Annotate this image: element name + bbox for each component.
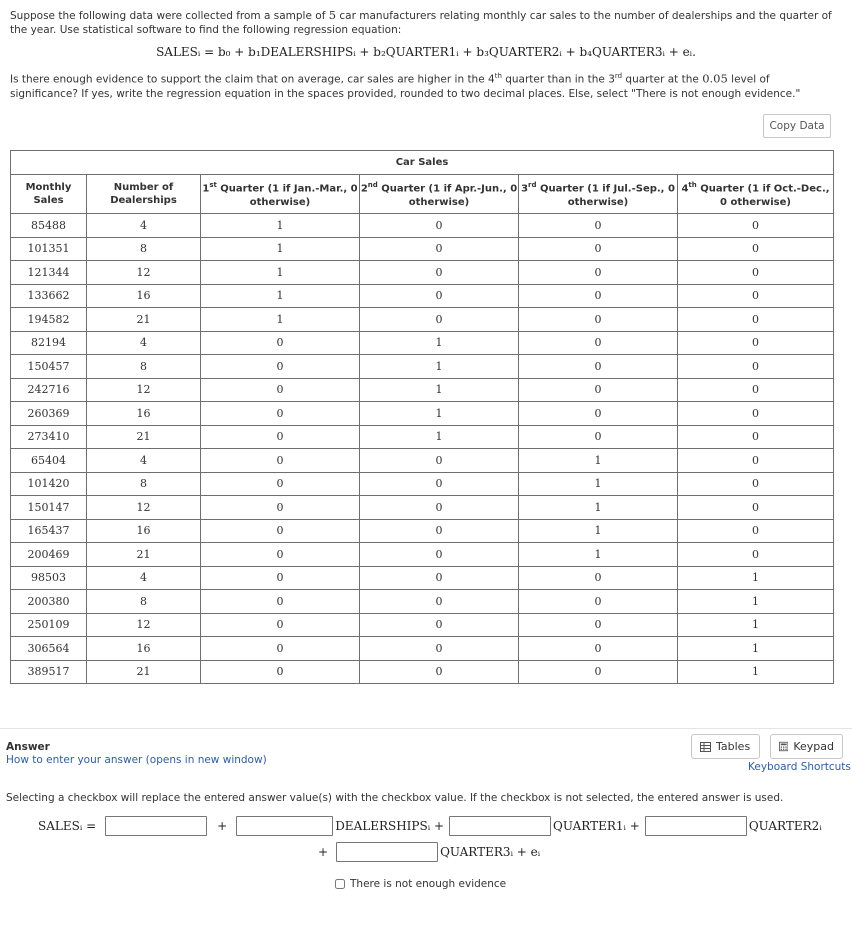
table-row (11, 472, 834, 496)
table-cell: 12 (87, 496, 201, 520)
table-cell: 16 (87, 284, 201, 308)
table-cell: 0 (201, 660, 360, 684)
table-cell: 250109 (11, 613, 87, 637)
not-enough-evidence-label[interactable]: There is not enough evidence (350, 878, 507, 890)
table-cell: 0 (519, 237, 678, 261)
table-cell: 1 (519, 496, 678, 520)
table-cell: 194582 (11, 308, 87, 332)
table-cell: 1 (678, 613, 834, 637)
table-cell: 1 (360, 378, 519, 402)
table-cell: 0 (678, 261, 834, 285)
table-row (11, 425, 834, 449)
checkbox-note: Selecting a checkbox will replace the entered answer value(s) with the checkbox value. If the checkbox is not selected, the entered answer is used. (6, 792, 784, 804)
table-cell: 200469 (11, 543, 87, 567)
copy-data-button[interactable]: Copy Data (763, 114, 831, 138)
table-cell: 4 (87, 331, 201, 355)
table-cell: 0 (678, 331, 834, 355)
keypad-icon (779, 741, 788, 752)
quarter3-term: QUARTER3ᵢ + eᵢ (440, 845, 541, 859)
table-cell: 0 (519, 590, 678, 614)
tables-button[interactable] (691, 734, 760, 759)
table-cell: 1 (201, 214, 360, 238)
table-cell: 21 (87, 425, 201, 449)
table-cell: 0 (678, 543, 834, 567)
table-cell: 0 (678, 472, 834, 496)
answer-equation-row-1 (38, 816, 822, 836)
table-cell: 85488 (11, 214, 87, 238)
table-cell: 8 (87, 590, 201, 614)
table-row (11, 261, 834, 285)
table-cell: 0 (360, 519, 519, 543)
table-cell: 0 (201, 472, 360, 496)
table-cell: 0 (360, 613, 519, 637)
table-group-header-row (11, 151, 834, 175)
table-cell: 165437 (11, 519, 87, 543)
table-cell: 16 (87, 402, 201, 426)
table-cell: 1 (519, 519, 678, 543)
table-cell: 0 (201, 425, 360, 449)
keyboard-shortcuts-link[interactable]: Keyboard Shortcuts (748, 761, 851, 773)
table-cell: 12 (87, 613, 201, 637)
table-cell: 1 (519, 449, 678, 473)
table-cell: 121344 (11, 261, 87, 285)
dealerships-term: DEALERSHIPSᵢ + (335, 819, 445, 833)
table-cell: 0 (678, 496, 834, 520)
sample-size: 5 (328, 8, 337, 22)
table-cell: 0 (360, 543, 519, 567)
tables-label: Tables (716, 740, 751, 753)
table-row (11, 566, 834, 590)
table-cell: 0 (201, 637, 360, 661)
table-cell: 260369 (11, 402, 87, 426)
table-cell: 0 (519, 566, 678, 590)
ordinal-sup: th (494, 72, 502, 80)
table-cell: 21 (87, 308, 201, 332)
b0-input[interactable] (105, 816, 207, 836)
section-divider (0, 728, 852, 729)
table-row (11, 214, 834, 238)
group-header: Car Sales (11, 151, 834, 175)
table-row (11, 284, 834, 308)
table-cell: 306564 (11, 637, 87, 661)
table-cell: 1 (519, 543, 678, 567)
question-text (10, 69, 840, 101)
plus-sign: + (318, 845, 329, 859)
table-cell: 8 (87, 237, 201, 261)
column-header: 4th Quarter (1 if Oct.-Dec., 0 otherwise) (678, 175, 834, 214)
table-cell: 1 (360, 402, 519, 426)
table-cell: 0 (360, 472, 519, 496)
column-header: 2nd Quarter (1 if Apr.-Jun., 0 otherwise) (360, 175, 519, 214)
table-cell: 0 (360, 637, 519, 661)
table-row (11, 449, 834, 473)
table-row (11, 519, 834, 543)
table-cell: 0 (519, 331, 678, 355)
table-cell: 1 (360, 331, 519, 355)
table-cell: 65404 (11, 449, 87, 473)
table-cell: 0 (678, 378, 834, 402)
table-cell: 0 (201, 496, 360, 520)
answer-equation-row-2 (318, 842, 540, 862)
table-cell: 0 (519, 355, 678, 379)
column-header: 1st Quarter (1 if Jan.-Mar., 0 otherwise) (201, 175, 360, 214)
question-part: quarter at the (622, 73, 703, 86)
table-cell: 0 (678, 237, 834, 261)
table-cell: 4 (87, 449, 201, 473)
table-cell: 98503 (11, 566, 87, 590)
table-cell: 200380 (11, 590, 87, 614)
table-cell: 0 (360, 261, 519, 285)
table-cell: 4 (87, 566, 201, 590)
table-cell: 0 (360, 449, 519, 473)
intro-part: Suppose the following data were collected from a sample of (10, 10, 329, 22)
table-cell: 12 (87, 378, 201, 402)
table-cell: 1 (678, 566, 834, 590)
table-cell: 0 (678, 214, 834, 238)
b4-input[interactable] (336, 842, 438, 862)
table-cell: 101351 (11, 237, 87, 261)
table-row (11, 378, 834, 402)
table-cell: 0 (678, 519, 834, 543)
table-cell: 0 (678, 449, 834, 473)
column-header: Number of Dealerships (87, 175, 201, 214)
table-cell: 1 (201, 237, 360, 261)
answer-label: Answer (6, 741, 50, 753)
table-cell: 0 (519, 613, 678, 637)
column-header: 3rd Quarter (1 if Jul.-Sep., 0 otherwise) (519, 175, 678, 214)
table-cell: 1 (678, 637, 834, 661)
not-enough-evidence-option[interactable] (335, 878, 506, 890)
table-cell: 0 (360, 214, 519, 238)
b3-input[interactable] (645, 816, 747, 836)
data-table (10, 150, 834, 684)
table-cell: 0 (519, 425, 678, 449)
table-cell: 16 (87, 519, 201, 543)
table-cell: 1 (201, 284, 360, 308)
table-icon (700, 742, 711, 752)
table-cell: 21 (87, 660, 201, 684)
table-cell: 0 (201, 331, 360, 355)
question-part: quarter than in the 3 (501, 73, 615, 86)
table-row (11, 637, 834, 661)
plus-sign: + (217, 819, 228, 833)
table-cell: 21 (87, 543, 201, 567)
question-part: Is there enough evidence to support the claim that on average, car sales are higher in the 4 (10, 73, 495, 86)
not-enough-evidence-checkbox[interactable] (335, 879, 345, 889)
table-cell: 0 (201, 402, 360, 426)
table-cell: 133662 (11, 284, 87, 308)
table-cell: 0 (360, 308, 519, 332)
table-row (11, 308, 834, 332)
column-header: Monthly Sales (11, 175, 87, 214)
table-cell: 0 (519, 637, 678, 661)
ordinal-sup: rd (614, 72, 623, 80)
table-cell: 0 (201, 378, 360, 402)
how-to-enter-link[interactable]: How to enter your answer (opens in new window) (6, 754, 267, 766)
table-row (11, 660, 834, 684)
table-cell: 0 (360, 284, 519, 308)
table-row (11, 590, 834, 614)
table-row (11, 331, 834, 355)
table-cell: 0 (201, 355, 360, 379)
table-cell: 242716 (11, 378, 87, 402)
table-cell: 0 (519, 284, 678, 308)
keypad-label: Keypad (793, 740, 834, 753)
table-cell: 0 (519, 261, 678, 285)
table-cell: 150457 (11, 355, 87, 379)
b2-input[interactable] (449, 816, 551, 836)
table-cell: 1 (201, 308, 360, 332)
table-header-row (11, 175, 834, 214)
table-row (11, 496, 834, 520)
table-cell: 0 (519, 214, 678, 238)
table-cell: 0 (360, 660, 519, 684)
intro-text (10, 8, 840, 37)
table-cell: 1 (360, 355, 519, 379)
table-cell: 0 (201, 566, 360, 590)
sales-lhs: SALESᵢ = (38, 819, 97, 833)
table-cell: 273410 (11, 425, 87, 449)
table-row (11, 613, 834, 637)
table-row (11, 402, 834, 426)
table-cell: 1 (360, 425, 519, 449)
table-cell: 1 (678, 660, 834, 684)
quarter2-term: QUARTER2ᵢ (748, 819, 822, 833)
table-row (11, 355, 834, 379)
table-body (11, 214, 834, 684)
table-cell: 0 (201, 543, 360, 567)
table-cell: 1 (201, 261, 360, 285)
table-cell: 0 (678, 308, 834, 332)
table-cell: 0 (519, 660, 678, 684)
regression-equation: SALESᵢ = b₀ + b₁DEALERSHIPSᵢ + b₂QUARTER1ᵢ + b₃QUARTER2ᵢ + b₄QUARTER3ᵢ + eᵢ. (156, 45, 696, 59)
table-cell: 82194 (11, 331, 87, 355)
table-cell: 0 (201, 613, 360, 637)
table-cell: 0 (201, 590, 360, 614)
table-cell: 0 (201, 449, 360, 473)
table-cell: 0 (678, 425, 834, 449)
table-cell: 8 (87, 355, 201, 379)
table-cell: 0 (678, 402, 834, 426)
b1-input[interactable] (236, 816, 333, 836)
table-cell: 0 (360, 590, 519, 614)
table-cell: 0 (360, 496, 519, 520)
table-cell: 0 (201, 519, 360, 543)
table-cell: 389517 (11, 660, 87, 684)
table-cell: 0 (678, 284, 834, 308)
table-cell: 0 (360, 237, 519, 261)
table-cell: 101420 (11, 472, 87, 496)
table-cell: 0 (519, 402, 678, 426)
question-part: level of significance? If yes, write the regression equation in the spaces provided, rounded to two decimal places. Else, select "There is not enough evidence." (10, 73, 801, 100)
quarter1-term: QUARTER1ᵢ + (553, 819, 640, 833)
table-cell: 0 (678, 355, 834, 379)
keypad-button[interactable] (770, 734, 843, 759)
table-row (11, 543, 834, 567)
table-cell: 1 (519, 472, 678, 496)
table-cell: 0 (360, 566, 519, 590)
table-cell: 150147 (11, 496, 87, 520)
table-cell: 16 (87, 637, 201, 661)
table-cell: 0 (519, 308, 678, 332)
table-cell: 12 (87, 261, 201, 285)
significance-level: 0.05 (702, 71, 728, 86)
table-cell: 8 (87, 472, 201, 496)
table-cell: 4 (87, 214, 201, 238)
table-cell: 0 (519, 378, 678, 402)
intro-part: car manufacturers relating monthly car sales to the number of dealerships and the quarter of the year. Use statistical software to find the following regression equation: (10, 10, 832, 36)
table-row (11, 237, 834, 261)
table-cell: 1 (678, 590, 834, 614)
